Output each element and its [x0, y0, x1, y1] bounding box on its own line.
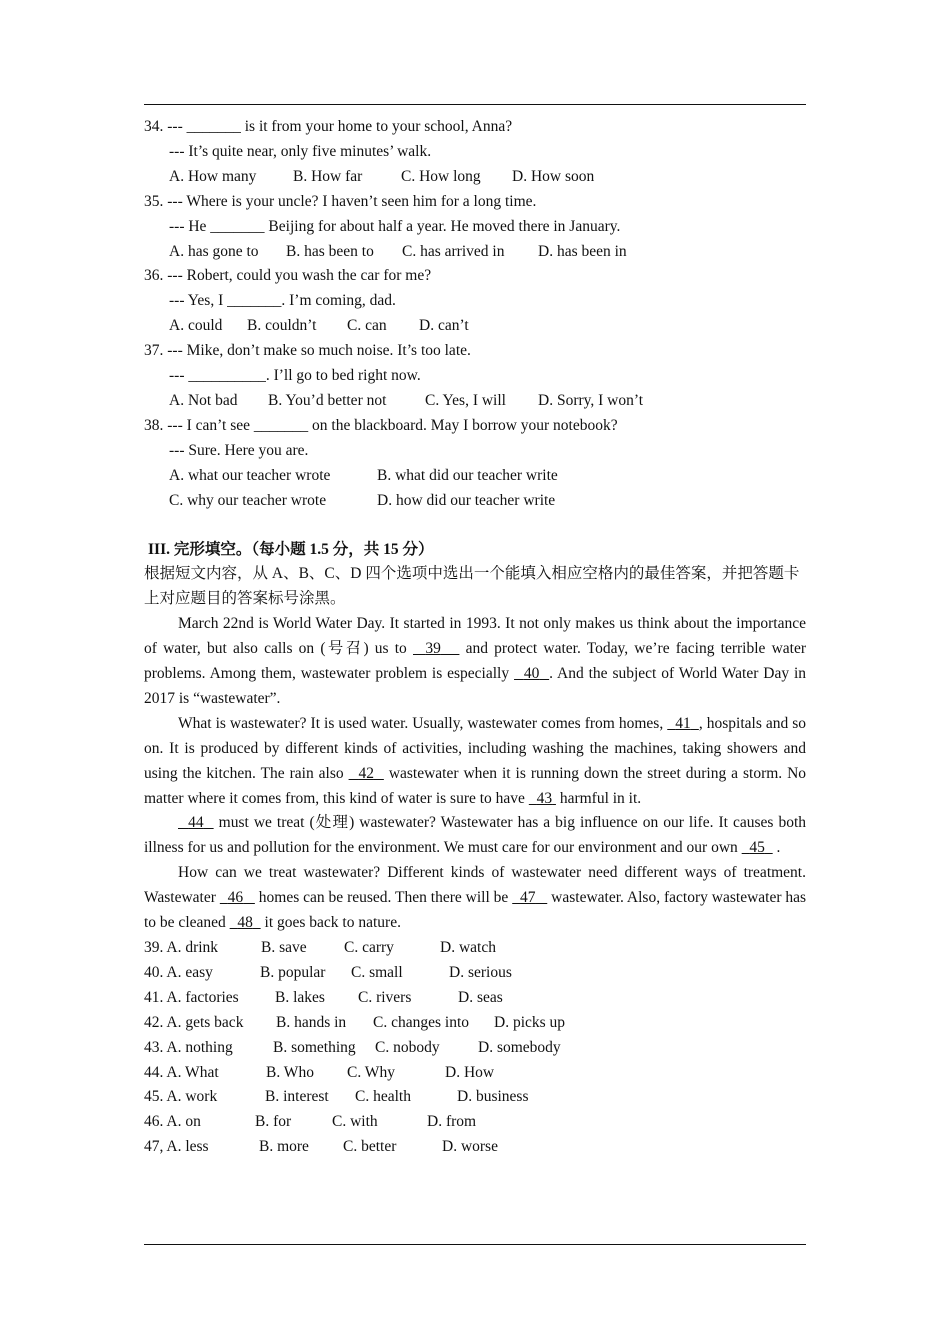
answer-option: B. more	[259, 1138, 309, 1156]
blank-42	[349, 765, 384, 782]
answer-option: B. interest	[265, 1088, 329, 1106]
question-37: 37. --- Mike, don’t make so much noise. It’s too late.	[144, 342, 471, 360]
answer-option: B. hands in	[276, 1013, 347, 1031]
option: A. could	[169, 317, 223, 335]
answer-option: D. How	[445, 1063, 495, 1081]
footer-rule	[144, 1244, 806, 1245]
blank-number: 46	[227, 889, 244, 907]
option: B. has been to	[286, 242, 374, 260]
answer-option: B. for	[255, 1113, 292, 1131]
passage-text: wastewater when it is running down the street during a storm. No matter where it comes from, this kind of water is sure to have	[144, 764, 807, 807]
answer-row-44	[144, 1061, 806, 1086]
answer-option: 45. A. work	[144, 1088, 218, 1106]
answer-row-43	[144, 1036, 806, 1061]
passage-text: .	[776, 839, 781, 857]
blank-number: 39	[425, 640, 441, 658]
answer-option: C. nobody	[375, 1038, 440, 1056]
blank-44	[178, 814, 214, 831]
section-instruction: 根据短文内容，从 A、B、C、D 四个选项中选出一个能填入相应空格内的最佳答案，并把答题卡上对应题目的答案标号涂黑。	[144, 565, 800, 608]
blank-number: 45	[749, 839, 765, 857]
blank-number: 47	[520, 889, 536, 907]
question-36-reply: --- Yes, I _______. I’m coming, dad.	[169, 292, 396, 310]
blank-40	[514, 665, 549, 682]
answer-row-46	[144, 1110, 806, 1135]
option: B. what did our teacher write	[377, 466, 558, 484]
blank-39	[413, 640, 459, 657]
answer-option: 42. A. gets back	[144, 1013, 244, 1031]
blank-number: 42	[358, 764, 374, 782]
option: C. How long	[401, 167, 481, 185]
option: A. How many	[169, 167, 257, 185]
blank-41	[667, 715, 699, 732]
blank-number: 48	[237, 914, 253, 932]
answer-row-39	[144, 936, 806, 961]
option: C. why our teacher wrote	[169, 491, 327, 509]
answer-option: D. picks up	[494, 1013, 566, 1031]
answer-option: D. watch	[440, 939, 496, 956]
answer-option: B. save	[261, 939, 307, 956]
option: B. couldn’t	[247, 317, 317, 335]
answer-option: C. carry	[344, 939, 394, 956]
answer-option: D. worse	[442, 1138, 498, 1156]
answer-option: D. from	[427, 1113, 477, 1131]
blank-number: 44	[188, 814, 204, 832]
answer-option: C. changes into	[373, 1013, 469, 1031]
option: B. How far	[293, 167, 363, 185]
answer-option: 40. A. easy	[144, 963, 213, 981]
blank-number: 41	[675, 714, 691, 732]
answer-option: C. rivers	[358, 988, 412, 1006]
blank-47	[512, 889, 547, 906]
answer-row-47	[144, 1135, 806, 1160]
question-37-reply: --- __________. I’ll go to bed right now.	[169, 367, 421, 385]
passage-text: . And the subject of World Water Day in 2017 is “wastewater”.	[144, 665, 807, 707]
answer-option: 39. A. drink	[144, 939, 219, 956]
question-38-options	[144, 464, 806, 489]
answer-option: C. health	[355, 1088, 411, 1106]
answer-option: C. better	[343, 1138, 397, 1156]
option: A. what our teacher wrote	[169, 466, 331, 484]
passage-text: homes can be reused. Then there will be	[258, 889, 509, 907]
option: C. can	[347, 317, 387, 335]
passage-paragraph-3	[144, 811, 806, 861]
question-37-options	[144, 389, 806, 414]
passage-text: How can we treat wastewater? Different kinds of wastewater need different ways of treatment. Wastewater	[144, 864, 806, 907]
blank-48	[230, 914, 261, 931]
answer-option: 43. A. nothing	[144, 1038, 233, 1056]
answer-option: C. with	[332, 1113, 378, 1131]
answer-option: B. popular	[260, 963, 326, 981]
answer-row-45	[144, 1085, 806, 1110]
answer-option: D. seas	[458, 988, 503, 1006]
answer-option: C. small	[351, 963, 403, 981]
answer-option: B. something	[273, 1038, 356, 1056]
passage-paragraph-1	[144, 612, 806, 712]
question-38-reply: --- Sure. Here you are.	[169, 441, 309, 459]
passage-text: harmful in it.	[559, 789, 642, 807]
question-34-reply: --- It’s quite near, only five minutes’ walk.	[169, 142, 432, 160]
answer-option: B. lakes	[275, 988, 325, 1006]
answer-option: 44. A. What	[144, 1063, 219, 1081]
answer-option: 47, A. less	[144, 1138, 209, 1156]
answer-option: D. serious	[449, 963, 512, 981]
passage-text: What is wastewater? It is used water. Usually, wastewater comes from homes,	[178, 714, 664, 732]
exam-page	[144, 115, 806, 1160]
option: C. Yes, I will	[425, 391, 506, 409]
option: D. How soon	[512, 167, 595, 185]
blank-45	[742, 839, 773, 856]
answer-row-41	[144, 986, 806, 1011]
answer-option: 41. A. factories	[144, 988, 239, 1006]
answer-option: 46. A. on	[144, 1113, 201, 1131]
blank-46	[220, 889, 255, 906]
passage-text: must we treat (处理) wastewater? Wastewater has a big influence on our life. It causes both illness for us and pollution for the environment. We must care for our environment and our own	[144, 814, 807, 857]
option: A. has gone to	[169, 242, 259, 260]
option: D. has been in	[538, 242, 627, 260]
question-36: 36. --- Robert, could you wash the car for me?	[144, 267, 432, 285]
question-38: 38. --- I can’t see _______ on the blackboard. May I borrow your notebook?	[144, 416, 618, 434]
answer-row-40	[144, 961, 806, 986]
question-34: 34. --- _______ is it from your home to your school, Anna?	[144, 118, 513, 135]
section-title: III. 完形填空。（每小题 1.5 分，共 15 分）	[148, 540, 434, 558]
question-35: 35. --- Where is your uncle? I haven’t seen him for a long time.	[144, 192, 537, 210]
passage-text: it goes back to nature.	[264, 914, 401, 932]
option: D. how did our teacher write	[377, 491, 556, 509]
question-36-options	[144, 314, 806, 339]
option: D. Sorry, I won’t	[538, 391, 644, 409]
answer-option: C. Why	[347, 1063, 395, 1081]
answer-row-42	[144, 1011, 806, 1036]
passage-paragraph-2	[144, 712, 806, 812]
passage-text: wastewater. Also, factory wastewater has to be cleaned	[144, 889, 807, 932]
passage-paragraph-4	[144, 861, 806, 936]
option: D. can’t	[419, 317, 469, 335]
option: B. You’d better not	[268, 391, 387, 409]
header-rule	[144, 104, 806, 105]
question-35-options	[144, 240, 806, 265]
answer-option: D. somebody	[478, 1038, 561, 1056]
answer-option: D. business	[457, 1088, 529, 1106]
question-34-options	[144, 165, 806, 190]
option: C. has arrived in	[402, 242, 505, 260]
blank-number: 40	[523, 665, 540, 683]
passage-text: March 22nd is World Water Day. It started in 1993. It not only makes us think about the importance of water, but also calls on (号召) us to	[144, 615, 806, 658]
blank-43	[529, 790, 556, 807]
answer-option: B. Who	[266, 1063, 314, 1081]
passage-text: and protect water. Today, we’re facing terrible water problems. Among them, wastewater problem is especially	[144, 640, 807, 683]
passage-text: , hospitals and so on. It is produced by different kinds of activities, including washing the machines, taking showers and using the kitchen. The rain also	[144, 714, 807, 782]
question-38-options-2	[144, 489, 806, 514]
blank-number: 43	[536, 789, 553, 807]
option: A. Not bad	[169, 391, 238, 409]
question-35-reply: --- He _______ Beijing for about half a year. He moved there in January.	[169, 217, 621, 235]
